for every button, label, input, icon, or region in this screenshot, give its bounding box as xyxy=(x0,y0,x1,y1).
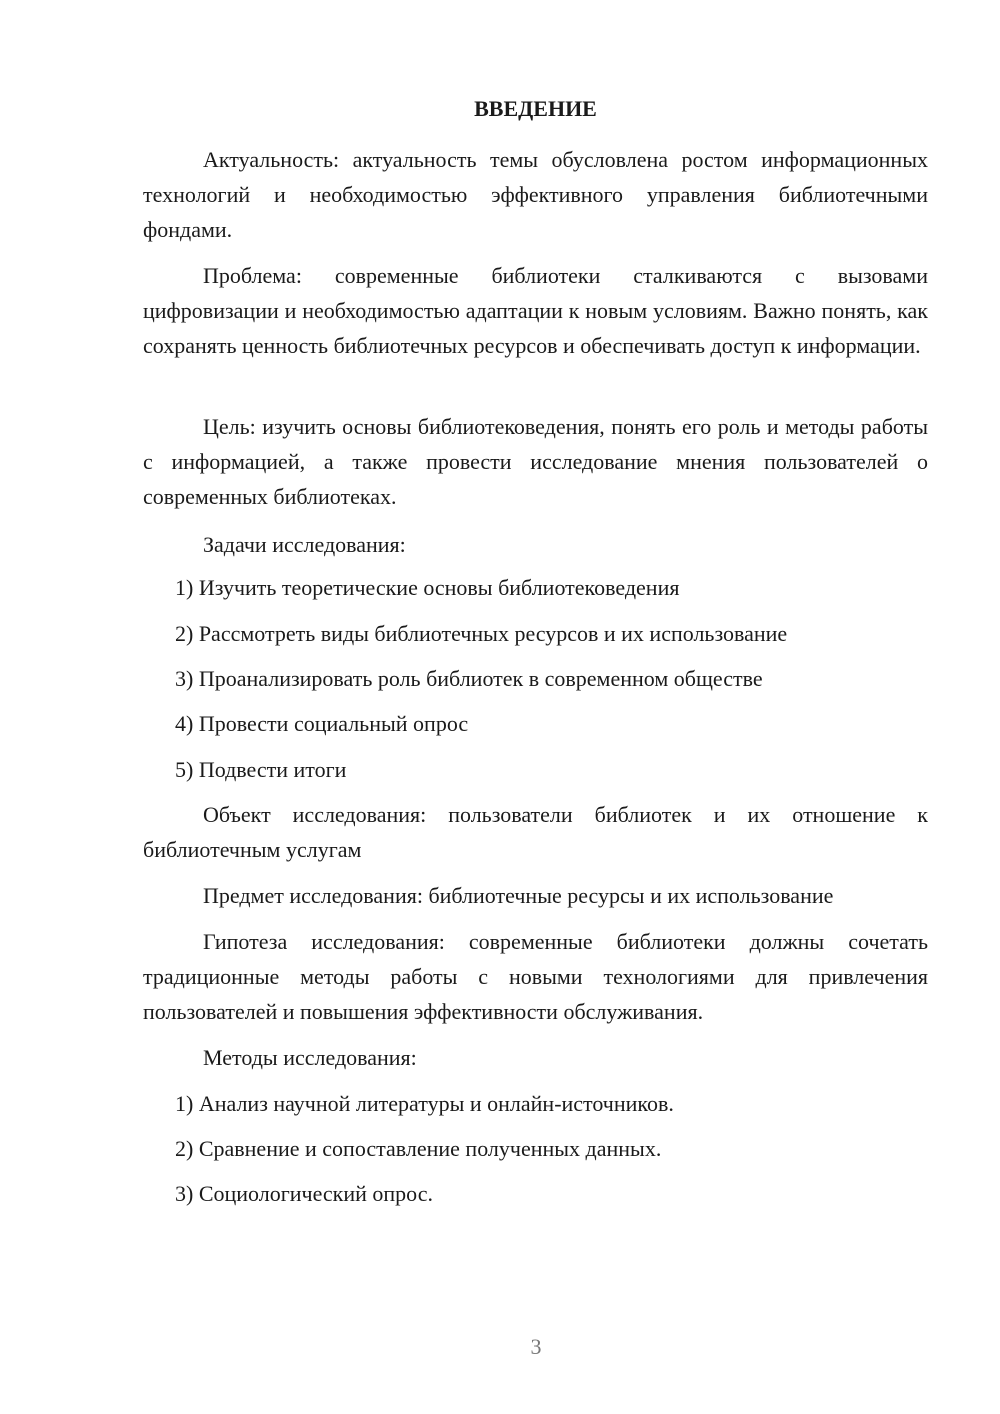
tasks-title: Задачи исследования: xyxy=(203,532,406,557)
method-item: 3) Социологический опрос. xyxy=(175,1181,433,1206)
hypothesis-paragraph: Гипотеза исследования: современные библиотеки должны сочетать традиционные методы работы с новыми технологиями для привлечения пользователей и повышения эффективности обслуживания. xyxy=(143,929,928,1024)
task-item: 5) Подвести итоги xyxy=(175,757,347,782)
object-paragraph: Объект исследования: пользователи библиотек и их отношение к библиотечным услугам xyxy=(143,802,928,862)
task-item: 1) Изучить теоретические основы библиотековедения xyxy=(175,575,680,600)
problem-paragraph: Проблема: современные библиотеки сталкиваются с вызовами цифровизации и необходимостью адаптации к новым условиям. Важно понять, как сохранять ценность библиотечных ресурсов и обеспечивать доступ к информации. xyxy=(143,263,928,358)
method-item: 2) Сравнение и сопоставление полученных данных. xyxy=(175,1136,662,1161)
methods-title: Методы исследования: xyxy=(203,1045,417,1070)
section-heading: ВВЕДЕНИЕ xyxy=(474,96,597,121)
method-item: 1) Анализ научной литературы и онлайн-источников. xyxy=(175,1091,674,1116)
relevance-paragraph: Актуальность: актуальность темы обусловлена ростом информационных технологий и необходимостью эффективного управления библиотечными фондами. xyxy=(143,147,928,242)
task-item: 4) Провести социальный опрос xyxy=(175,711,469,736)
subject-paragraph: Предмет исследования: библиотечные ресурсы и их использование xyxy=(203,883,834,908)
page-number: 3 xyxy=(530,1334,542,1359)
task-item: 3) Проанализировать роль библиотек в современном обществе xyxy=(175,666,763,691)
task-item: 2) Рассмотреть виды библиотечных ресурсов и их использование xyxy=(175,621,788,646)
goal-paragraph: Цель: изучить основы библиотековедения, понять его роль и методы работы с информацией, а также провести исследование мнения пользователей о современных библиотеках. xyxy=(143,414,928,509)
